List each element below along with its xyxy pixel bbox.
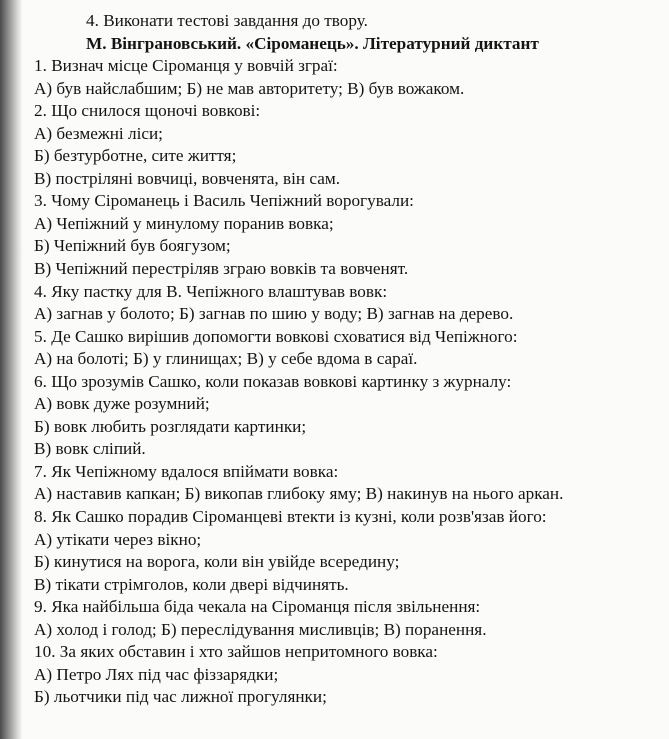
question-line: 1. Визнач місце Сіроманця у вовчій зграї: xyxy=(34,56,338,76)
question-line: 2. Що снилося щоночі вовкові: xyxy=(34,101,261,121)
answer-options-line: А) вовк дуже розумний; xyxy=(34,394,210,414)
answer-options-line: А) Петро Лях під час фіззарядки; xyxy=(34,664,279,684)
question-line: 3. Чому Сіроманець і Василь Чепіжний ворогували: xyxy=(34,191,414,211)
answer-options-line: А) загнав у болото; Б) загнав по шию у воду; В) загнав на дерево. xyxy=(34,304,514,324)
question-line: 4. Яку пастку для В. Чепіжного влаштував вовк: xyxy=(34,281,388,301)
answer-options-line: А) безмежні ліси; xyxy=(34,123,163,143)
answer-options-line: А) Чепіжний у минулому поранив вовка; xyxy=(34,213,334,233)
answer-options-line: Б) вовк любить розглядати картинки; xyxy=(34,416,307,436)
answer-options-line: А) на болоті; Б) у глинищах; В) у себе вдома в сараї. xyxy=(34,349,418,369)
question-line: 5. Де Сашко вирішив допомогти вовкові сховатися від Чепіжного: xyxy=(34,326,518,346)
question-line: 7. Як Чепіжному вдалося впіймати вовка: xyxy=(34,461,339,481)
answer-options-line: А) наставив капкан; Б) викопав глибоку яму; В) накинув на нього аркан. xyxy=(34,484,564,504)
document-text xyxy=(34,10,659,709)
answer-options-line: В) Чепіжний перестріляв зграю вовків та вовченят. xyxy=(34,259,409,279)
answer-options-line: Б) безтурботне, сите життя; xyxy=(34,146,237,166)
answer-options-line: Б) льотчики під час лижної прогулянки; xyxy=(34,687,327,707)
answer-options-line: В) вовк сліпий. xyxy=(34,439,146,459)
question-line: 6. Що зрозумів Сашко, коли показав вовкові картинку з журналу: xyxy=(34,371,512,391)
question-line: 8. Як Сашко порадив Сіроманцеві втекти із кузні, коли розв'язав його: xyxy=(34,507,547,527)
document-title: М. Вінграновський. «Сіроманець». Літературний диктант xyxy=(86,33,539,53)
answer-options-line: А) утікати через вікно; xyxy=(34,529,202,549)
dictation-lines xyxy=(34,55,659,709)
page-edge-shadow xyxy=(0,0,22,739)
question-line: 10. За яких обставин і хто зайшов непритомного вовка: xyxy=(34,642,438,662)
answer-options-line: А) був найслабшим; Б) не мав авторитету; В) був вожаком. xyxy=(34,78,465,98)
answer-options-line: Б) кинутися на ворога, коли він увійде всередину; xyxy=(34,552,400,572)
task-instruction: 4. Виконати тестові завдання до твору. xyxy=(86,11,368,30)
question-line: 9. Яка найбільша біда чекала на Сіроманця після звільнення: xyxy=(34,597,481,617)
answer-options-line: В) тікати стрімголов, коли двері відчинять. xyxy=(34,574,349,594)
answer-options-line: Б) Чепіжний був боягузом; xyxy=(34,236,231,256)
answer-options-line: В) постріляні вовчиці, вовченята, він сам. xyxy=(34,168,341,188)
answer-options-line: А) холод і голод; Б) переслідування мисливців; В) поранення. xyxy=(34,619,487,639)
